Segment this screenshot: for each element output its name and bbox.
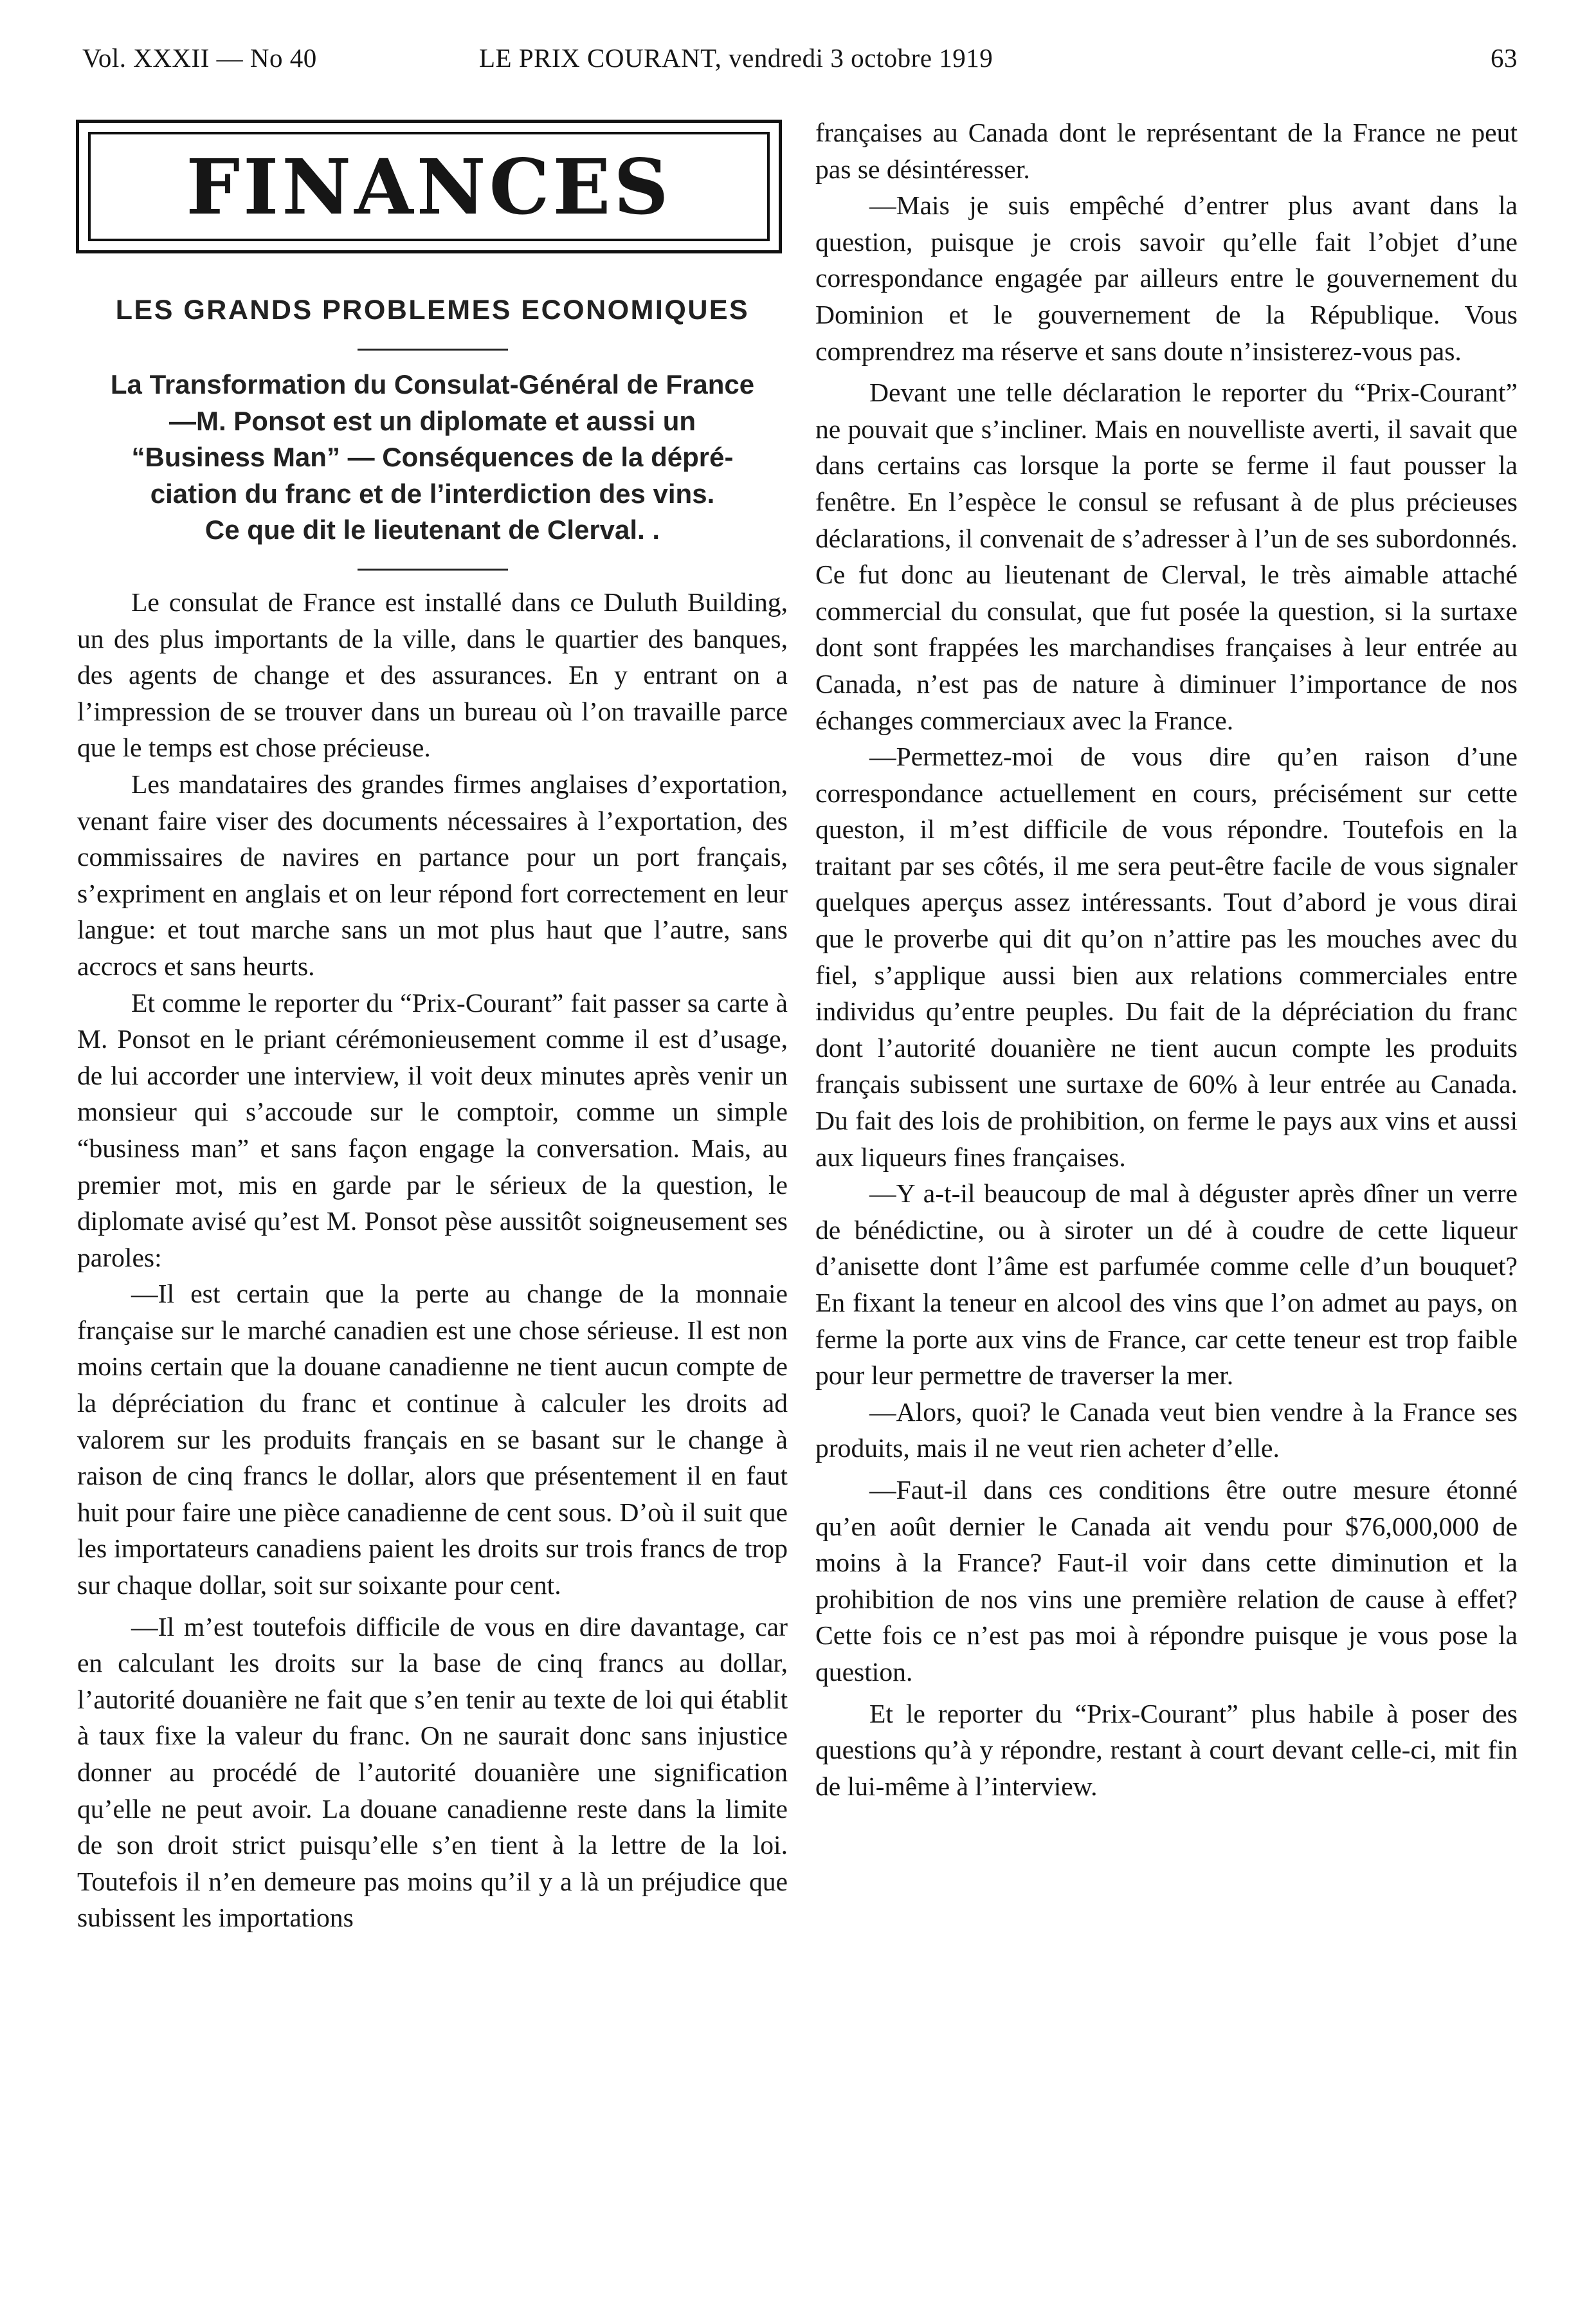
paragraph: Et comme le reporter du “Prix-Courant” fait passer sa carte à M. Ponsot en le priant cérémonieusement comme il est d’usage, de lui accorder une interview, il voit deux minutes après venir un monsieur qui s’accoude sur le comptoir, comme un simple “business man” et sans façon engage la conversation. Mais, au premier mot, mis en garde par le sérieux de la question, le diplomate avisé qu’est M. Ponsot pèse aussitôt soigneusement ses paroles: [77,987,788,1272]
article-deck [77,367,788,549]
divider-rule [358,569,508,571]
paragraph: —Y a-t-il beaucoup de mal à déguster après dîner un verre de bénédictine, ou à siroter un dé à coudre de cette liqueur d’anisette dont l’âme est parfumée comme celle d’un bouquet? En fixant la teneur en alcool des vins que l’on admet au pays, on ferme la porte aux vins de France, car cette teneur est trop faible pour leur permettre de traverser la mer. [815,1178,1518,1391]
left-column-body [77,584,788,1936]
paragraph: —Faut-il dans ces conditions être outre mesure étonné qu’en août dernier le Canada ait vendu pour $76,000,000 de moins à la France? Faut-il voir dans cette diminution et la prohibition de nos vins une première relation de cause à effet? Cette fois ce n’est pas moi à répondre puisque je vous pose la question. [815,1474,1518,1687]
deck-line: —M. Ponsot est un diplomate et aussi un [168,405,696,436]
paragraph: françaises au Canada dont le représentant de la France ne peut pas se désintéresser. [815,118,1518,184]
deck-line: ciation du franc et de l’interdiction des vins. [150,478,715,509]
right-column-body [815,114,1518,1804]
finances-banner [76,120,782,253]
paragraph: Et le reporter du “Prix-Courant” plus habile à poser des questions qu’à y répondre, restant à court devant celle-ci, mit fin de lui-même à l’interview. [815,1698,1518,1801]
paragraph: —Il m’est toutefois difficile de vous en dire davantage, car en calculant les droits sur la base de cinq francs au dollar, l’autorité douanière ne fait que s’en tenir au texte de loi qui établit à taux fixe la valeur du franc. On ne saurait donc sans injustice donner au procédé de l’autorité douanière une signification qu’elle ne peut avoir. La douane canadienne reste dans la limite de son droit strict puisqu’elle s’en tient à la lettre de la loi. Toutefois il n’en demeure pas moins qu’il y a là un préjudice que subissent les importations [77,1611,788,1933]
paragraph: —Permettez-moi de vous dire qu’en raison d’une correspondance actuellement en cours, précisément sur cette queston, il m’est difficile de vous répondre. Toutefois en la traitant par ses côtés, il me sera peut-être facile de vous signaler quelques aperçus assez intéressants. Tout d’abord je vous dirai que le proverbe qui dit qu’on n’attire pas les mouches avec du fiel, s’applique aussi bien aux relations commerciales entre individus qu’entre peuples. Du fait de la dépréciation du franc dont l’autorité douanière ne tient aucun compte les produits français subissent une surtaxe de 60% à leur entrée au Canada. Du fait des lois de prohibition, on ferme le pays aux vins et aussi aux liqueurs fines françaises. [815,742,1518,1172]
paragraph: —Alors, quoi? le Canada veut bien vendre à la France ses produits, mais il ne veut rien acheter d’elle. [815,1396,1518,1463]
paragraph: Devant une telle déclaration le reporter du “Prix-Courant” ne pouvait que s’incliner. Mais en nouvelliste averti, il savait que dans certains cas lorsque la porte se ferme il faut pousser la fenêtre. En l’espèce le consul se refusant à de plus précieuses déclarations, il convenait de s’adresser à l’un de ses subordonnés. Ce fut donc au lieutenant de Clerval, le très aimable attaché commercial du consulat, que fut posée la question, si la surtaxe dont sont frappées les marchandises françaises à leur entrée au Canada, n’est pas de nature à diminuer l’importance de nos échanges commerciaux avec la France. [815,378,1518,735]
divider-rule [358,349,508,351]
deck-line: “Business Man” — Conséquences de la dépré- [131,442,734,472]
paragraph: —Il est certain que la perte au change de la monnaie française sur le marché canadien est une chose sérieuse. Il est non moins certain que la douane canadienne ne tient aucun compte de la dépréciation du franc et continue à calculer les droits ad valorem sur les produits français en se basant sur le change à raison de cinq francs le dollar, alors que présentement il en faut huit pour faire une pièce canadienne de cent sous. D’où il suit que les importateurs canadiens paient les droits sur trois francs de trop sur chaque dollar, soit sur soixante pour cent. [77,1279,788,1600]
section-title: LES GRANDS PROBLEMES ECONOMIQUES [115,295,750,325]
masthead-date: LE PRIX COURANT, vendredi 3 octobre 1919 [479,43,993,73]
banner-inner-frame [88,132,770,241]
page-number: 63 [1491,43,1518,73]
deck-line: La Transformation du Consulat-Général de France [110,369,755,399]
paragraph: Les mandataires des grandes firmes anglaises d’exportation, venant faire viser des documents nécessaires à l’exportation, des commissaires de navires en partance pour un port français, s’expriment en anglais et on leur répond fort correctement en leur langue: et tout marche sans un mot plus haut que l’autre, sans accrocs et sans heurts. [77,769,788,981]
running-head [0,42,1587,81]
deck-line: Ce que dit le lieutenant de Clerval. . [204,515,660,545]
volume-number: Vol. XXXII — No 40 [82,43,317,73]
paragraph: Le consulat de France est installé dans ce Duluth Building, un des plus importants de la ville, dans le quartier des banques, des agents de change et des assurances. En y entrant on a l’impression de se trouver dans un bureau où l’on travaille parce que le temps est chose précieuse. [77,587,788,763]
paragraph: —Mais je suis empêché d’entrer plus avant dans la question, puisque je crois savoir qu’elle fait l’objet d’une correspondance engagée par ailleurs entre le gouvernement du Dominion et le gouvernement de la République. Vous comprendrez ma réserve et sans doute n’insisterez-vous pas. [815,190,1518,366]
banner-title: FINANCES [186,142,672,232]
